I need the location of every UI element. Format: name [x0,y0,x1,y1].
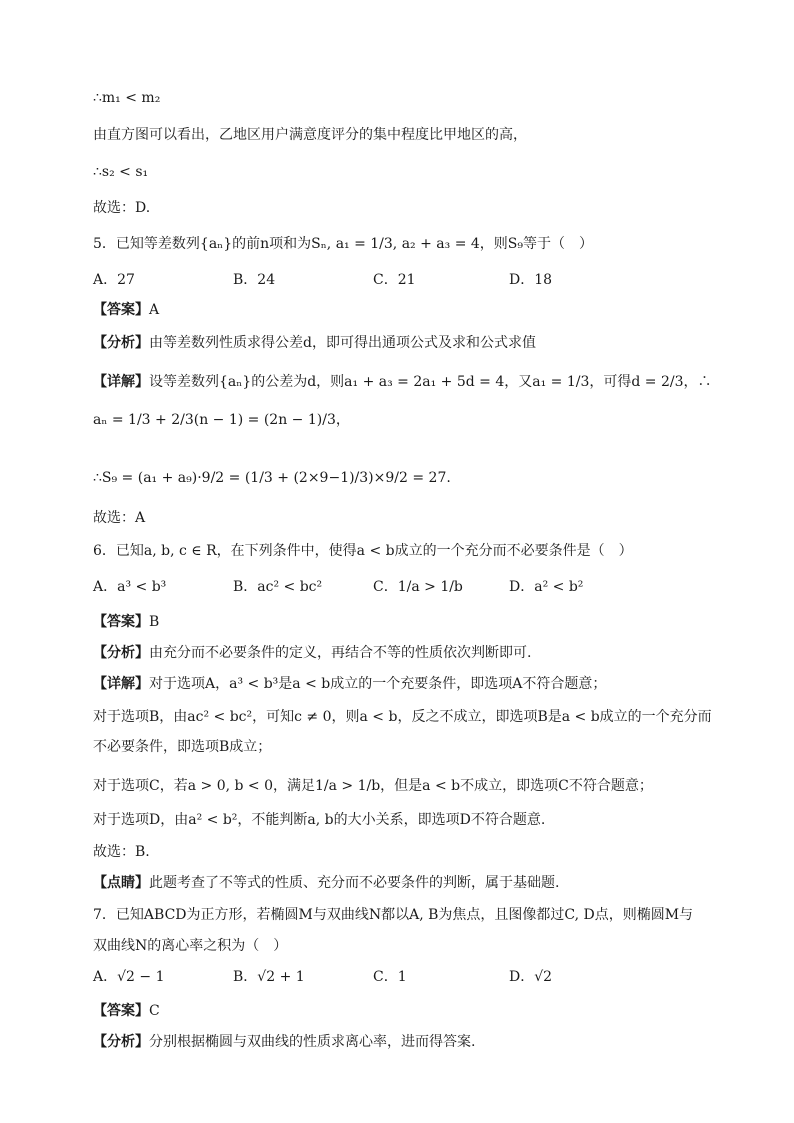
question-6: 6．已知a, b, c ∈ R，在下列条件中，使得a < b成立的一个充分而不必要条件是（ ） [93,543,633,559]
q5-analysis: 【分析】由等差数列性质求得公差d，即可得出通项公式及求和公式求值 [93,335,536,351]
q6-comment: 【点睛】此题考查了不等式的性质、充分而不必要条件的判断，属于基础题. [93,875,560,891]
q6-options [93,577,713,597]
q7-answer: 【答案】C [93,1003,160,1019]
histogram-statement: 由直方图可以看出，乙地区用户满意度评分的集中程度比甲地区的高， [93,127,527,143]
question-7-line-2: 双曲线N的离心率之积为（ ） [93,938,288,954]
q6-option-d: D．a² < b² [509,579,584,595]
q6-answer: 【答案】B [93,614,160,630]
q5-options [93,270,713,290]
question-7-line-1: 7．已知ABCD为正方形，若椭圆M与双曲线N都以A, B为焦点，且图像都过C, D点，则椭圆M与 [93,907,694,923]
q7-option-c: C．1 [373,969,407,985]
q6-option-b-analysis-2: 不必要条件，即选项B成立； [93,739,272,755]
q5-option-c: C．21 [373,272,416,288]
q5-detail-3: ∴S₉ = (a₁ + a₉)·9/2 = (1/3 + (2×9−1)/3)×9/2 = 27. [93,470,451,486]
q5-choose: 故选：A [93,510,146,526]
q5-option-b: B．24 [233,272,276,288]
q6-option-b: B．ac² < bc² [233,579,323,595]
q6-choose: 故选：B. [93,844,150,860]
conclusion-m1-m2: ∴m₁ < m₂ [93,90,161,106]
conclusion-s2-s1: ∴s₂ < s₁ [93,164,149,180]
q5-answer: 【答案】A [93,302,160,318]
choose-d: 故选：D. [93,200,151,216]
q6-option-c-analysis: 对于选项C，若a > 0, b < 0，满足1/a > 1/b，但是a < b不成立，即选项C不符合题意； [93,778,653,794]
q7-options [93,967,713,987]
q6-detail: 【详解】对于选项A，a³ < b³是a < b成立的一个充要条件，即选项A不符合题意； [93,676,607,692]
q5-option-d: D．18 [509,272,553,288]
q7-option-d: D．√2 [509,969,553,985]
q7-option-b: B．√2 + 1 [233,969,305,985]
q6-option-c: C．1/a > 1/b [373,579,463,595]
q7-option-a: A．√2 − 1 [93,969,165,985]
q6-option-b-analysis-1: 对于选项B，由ac² < bc²，可知c ≠ 0，则a < b，反之不成立，即选项B是a < b成立的一个充分而 [93,709,712,725]
q6-option-a: A．a³ < b³ [93,579,167,595]
q5-detail-1: 【详解】设等差数列{aₙ}的公差为d，则a₁ + a₃ = 2a₁ + 5d = 4，又a₁ = 1/3，可得d = 2/3，∴ [93,374,712,390]
question-5: 5．已知等差数列{aₙ}的前n项和为Sₙ, a₁ = 1/3, a₂ + a₃ = 4，则S₉等于（ ） [93,236,593,252]
q6-analysis: 【分析】由充分而不必要条件的定义，再结合不等的性质依次判断即可. [93,645,532,661]
q5-detail-2: aₙ = 1/3 + 2/3(n − 1) = (2n − 1)/3， [93,412,350,428]
q5-option-a: A．27 [93,272,135,288]
q7-analysis: 【分析】分别根据椭圆与双曲线的性质求离心率，进而得答案. [93,1034,476,1050]
q6-option-d-analysis: 对于选项D，由a² < b²，不能判断a, b的大小关系，即选项D不符合题意. [93,812,546,828]
